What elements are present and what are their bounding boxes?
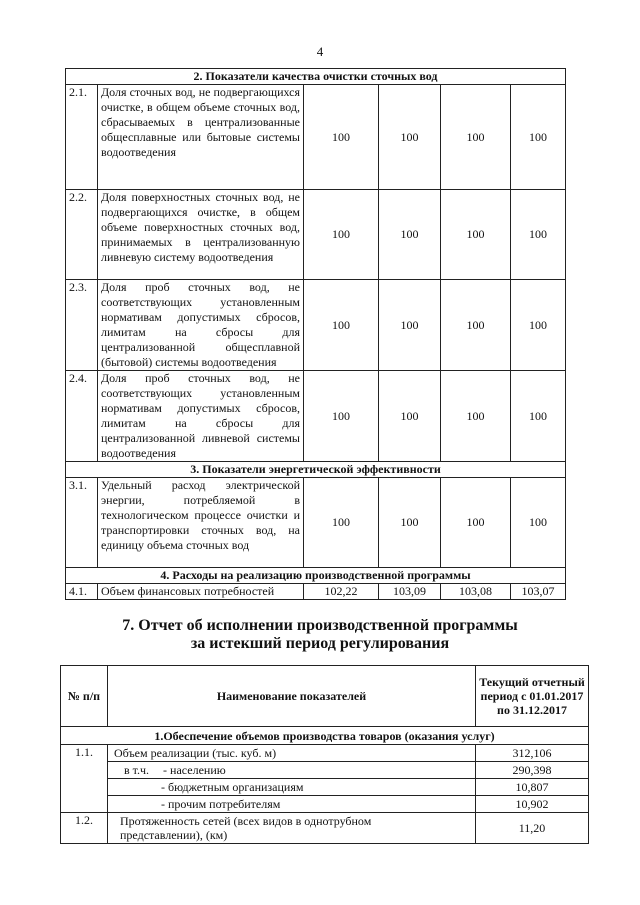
indicator-name: Протяженность сетей (всех видов в однотрубном представлении), (км) [108, 813, 476, 844]
value-cell: 100 [379, 371, 441, 462]
value-cell: 100 [441, 85, 511, 190]
row-number: 2.4. [66, 371, 98, 462]
table-row [66, 280, 566, 371]
value-cell: 100 [511, 280, 566, 371]
section-2-header: 2. Показатели качества очистки сточных вод [66, 69, 566, 85]
value-cell: 100 [379, 190, 441, 280]
value-cell: 100 [511, 190, 566, 280]
indicator-name [108, 762, 476, 779]
indicator-name: - бюджетным организациям [108, 779, 476, 796]
value-cell: 100 [441, 190, 511, 280]
table-row [61, 762, 589, 779]
row-number: 2.2. [66, 190, 98, 280]
row-number: 4.1. [66, 584, 98, 600]
value-cell: 102,22 [304, 584, 379, 600]
value-cell: 11,20 [476, 813, 589, 844]
row-prefix: в т.ч. [124, 763, 150, 777]
value-cell: 10,902 [476, 796, 589, 813]
table-row [66, 85, 566, 190]
table-row [61, 745, 589, 762]
indicator-name: Объем реализации (тыс. куб. м) [108, 745, 476, 762]
value-cell: 100 [511, 478, 566, 568]
table-row [61, 779, 589, 796]
table-row [66, 190, 566, 280]
row-number: 1.1. [61, 745, 108, 813]
report-table [60, 665, 589, 844]
header-name: Наименование показателей [108, 666, 476, 727]
value-cell: 100 [304, 371, 379, 462]
value-cell: 100 [511, 85, 566, 190]
section-4-header: 4. Расходы на реализацию производственной программы [66, 568, 566, 584]
row-number: 1.2. [61, 813, 108, 844]
row-number: 2.3. [66, 280, 98, 371]
indicator-name: Доля сточных вод, не подвергающихся очистке, в общем объеме сточных вод, сбрасываемых в централизованные общесплавные или бытовые системы водоотведения [98, 85, 304, 190]
indicator-name: - прочим потребителям [108, 796, 476, 813]
section-1-header: 1.Обеспечение объемов производства товаров (оказания услуг) [61, 727, 589, 745]
row-label: - населению [163, 763, 226, 777]
report-title-line-2: за истекший период регулирования [190, 635, 450, 652]
value-cell: 100 [379, 478, 441, 568]
page-number: 4 [316, 44, 324, 59]
value-cell: 10,807 [476, 779, 589, 796]
table-row [61, 796, 589, 813]
value-cell: 290,398 [476, 762, 589, 779]
value-cell: 100 [441, 478, 511, 568]
value-cell: 100 [379, 85, 441, 190]
indicator-name: Доля проб сточных вод, не соответствующих установленным нормативам допустимых сбросов, лимитам на сбросы для централизованной ливневой системы водоотведения [98, 371, 304, 462]
value-cell: 100 [379, 280, 441, 371]
indicator-name: Доля поверхностных сточных вод, не подвергающихся очистке, в общем объеме поверхностных сточных вод, принимаемых в централизованную ливневую систему водоотведения [98, 190, 304, 280]
indicator-name: Удельный расход электрической энергии, потребляемой в технологическом процессе очистки и транспортировки сточных вод, на единицу объема сточных вод [98, 478, 304, 568]
value-cell: 100 [441, 371, 511, 462]
table-row [66, 478, 566, 568]
value-cell: 100 [441, 280, 511, 371]
value-cell: 312,106 [476, 745, 589, 762]
value-cell: 100 [304, 190, 379, 280]
report-title-line-1: 7. Отчет об исполнении производственной программы [122, 617, 518, 634]
header-number: № п/п [61, 666, 108, 727]
value-cell: 103,07 [511, 584, 566, 600]
header-period: Текущий отчетный период с 01.01.2017 по 31.12.2017 [476, 666, 589, 727]
indicators-table [65, 68, 566, 600]
value-cell: 100 [511, 371, 566, 462]
value-cell: 100 [304, 85, 379, 190]
row-number: 3.1. [66, 478, 98, 568]
section-3-header: 3. Показатели энергетической эффективности [66, 462, 566, 478]
indicator-name: Доля проб сточных вод, не соответствующих установленным нормативам допустимых сбросов, лимитам на сбросы для централизованной общесплавной (бытовой) системы водоотведения [98, 280, 304, 371]
table-row [66, 584, 566, 600]
report-title [0, 617, 640, 653]
value-cell: 100 [304, 280, 379, 371]
value-cell: 103,09 [379, 584, 441, 600]
table-row [66, 371, 566, 462]
value-cell: 100 [304, 478, 379, 568]
row-number: 2.1. [66, 85, 98, 190]
indicator-name: Объем финансовых потребностей [98, 584, 304, 600]
value-cell: 103,08 [441, 584, 511, 600]
table-row [61, 813, 589, 844]
